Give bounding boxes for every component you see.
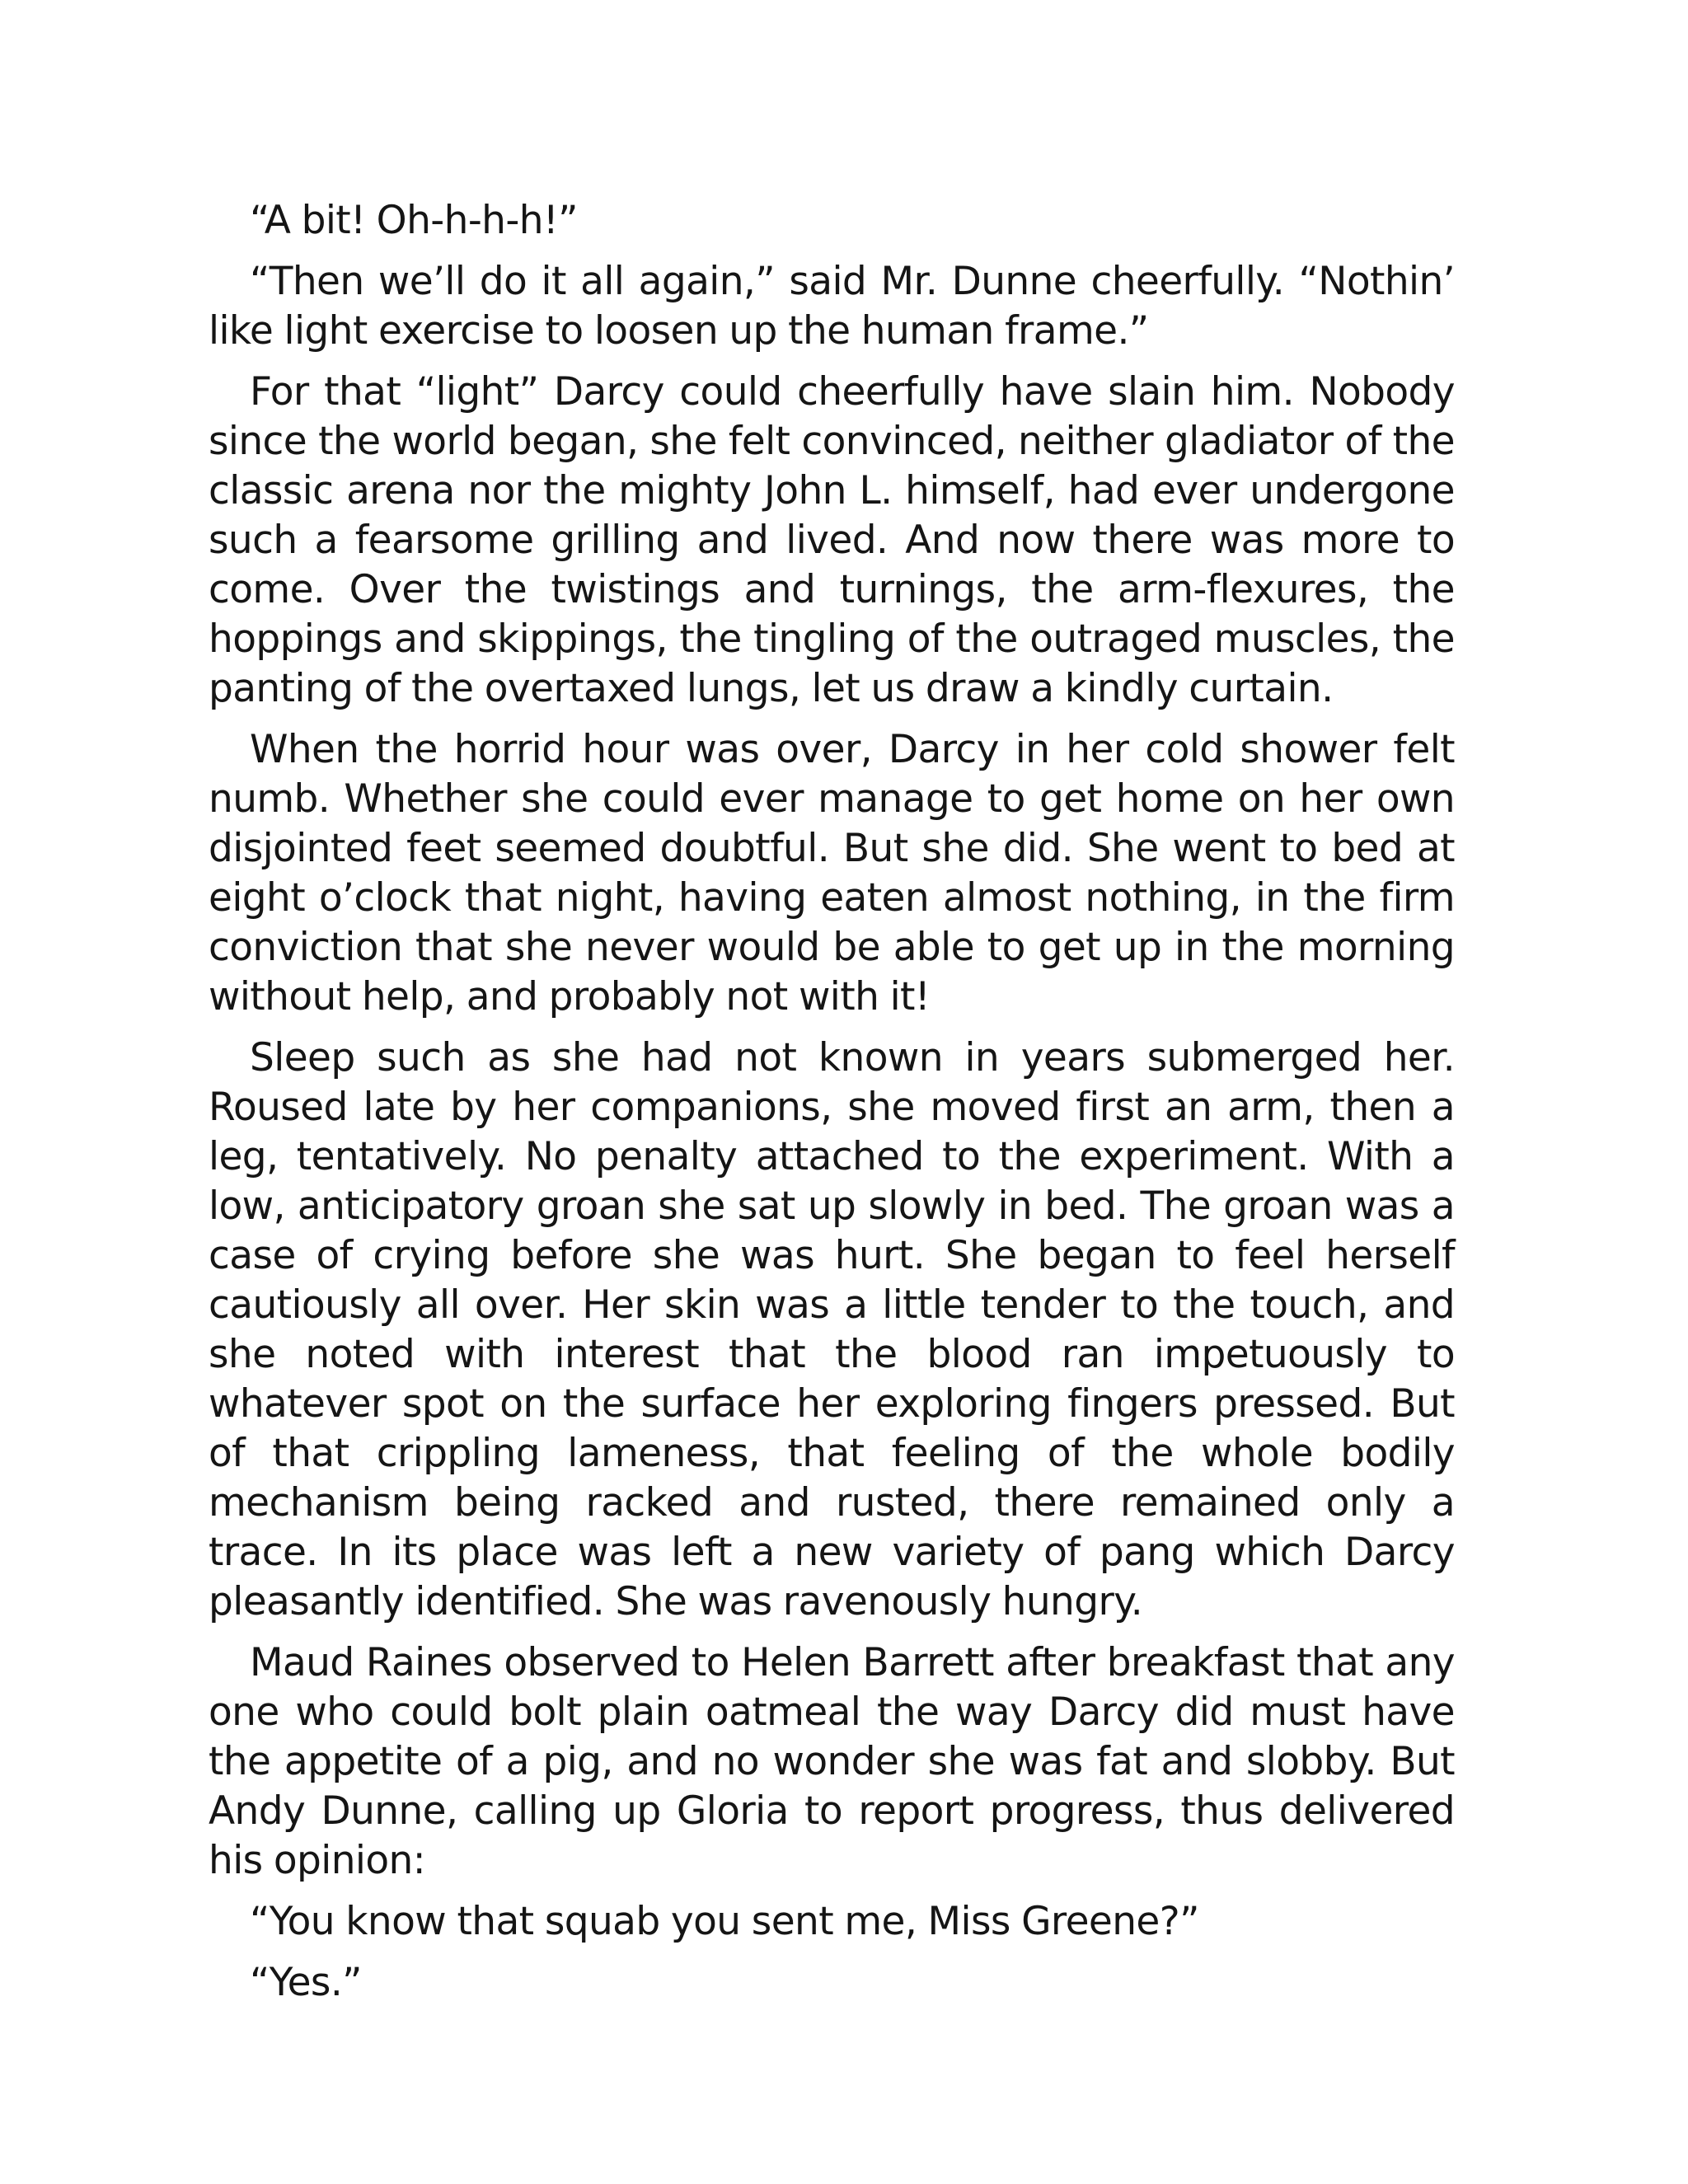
paragraph-6: Maud Raines observed to Helen Barrett after breakfast that any one who could bolt plain oatmeal the way Darcy did must have the appetite of a pig, and no wonder she was fat and slobby. But Andy Dunne, calling up Gloria to report progress, thus delivered his opinion:	[209, 1640, 1455, 1883]
paragraph-7: “You know that squab you sent me, Miss Greene?”	[250, 1899, 1199, 1944]
paragraph-3: For that “light” Darcy could cheerfully have slain him. Nobody since the world began, she felt convinced, neither gladiator of the classic arena nor the mighty John L. himself, had ever undergone such a fearsome grilling and lived. And now there was more to come. Over the twistings and turnings, the arm-flexures, the hoppings and skippings, the tingling of the outraged muscles, the panting of the overtaxed lungs, let us draw a kindly curtain.	[209, 369, 1455, 711]
paragraph-8: “Yes.”	[250, 1960, 362, 2005]
paragraph-2: “Then we’ll do it all again,” said Mr. Dunne cheerfully. “Nothin’ like light exercise to loosen up the human frame.”	[209, 259, 1455, 354]
book-page-text	[209, 196, 1455, 2019]
paragraph-1: “A bit! Oh-h-h-h!”	[250, 198, 578, 243]
paragraph-5: Sleep such as she had not known in years submerged her. Roused late by her companions, she moved first an arm, then a leg, tentatively. No penalty attached to the experiment. With a low, anticipatory groan she sat up slowly in bed. The groan was a case of crying before she was hurt. She began to feel herself cautiously all over. Her skin was a little tender to the touch, and she noted with interest that the blood ran impetuously to whatever spot on the surface her exploring fingers pressed. But of that crippling lameness, that feeling of the whole bodily mechanism being racked and rusted, there remained only a trace. In its place was left a new variety of pang which Darcy pleasantly identified. She was ravenously hungry.	[209, 1035, 1455, 1624]
paragraph-4: When the horrid hour was over, Darcy in her cold shower felt numb. Whether she could ever manage to get home on her own disjointed feet seemed doubtful. But she did. She went to bed at eight o’clock that night, having eaten almost nothing, in the firm conviction that she never would be able to get up in the morning without help, and probably not with it!	[209, 727, 1455, 1019]
